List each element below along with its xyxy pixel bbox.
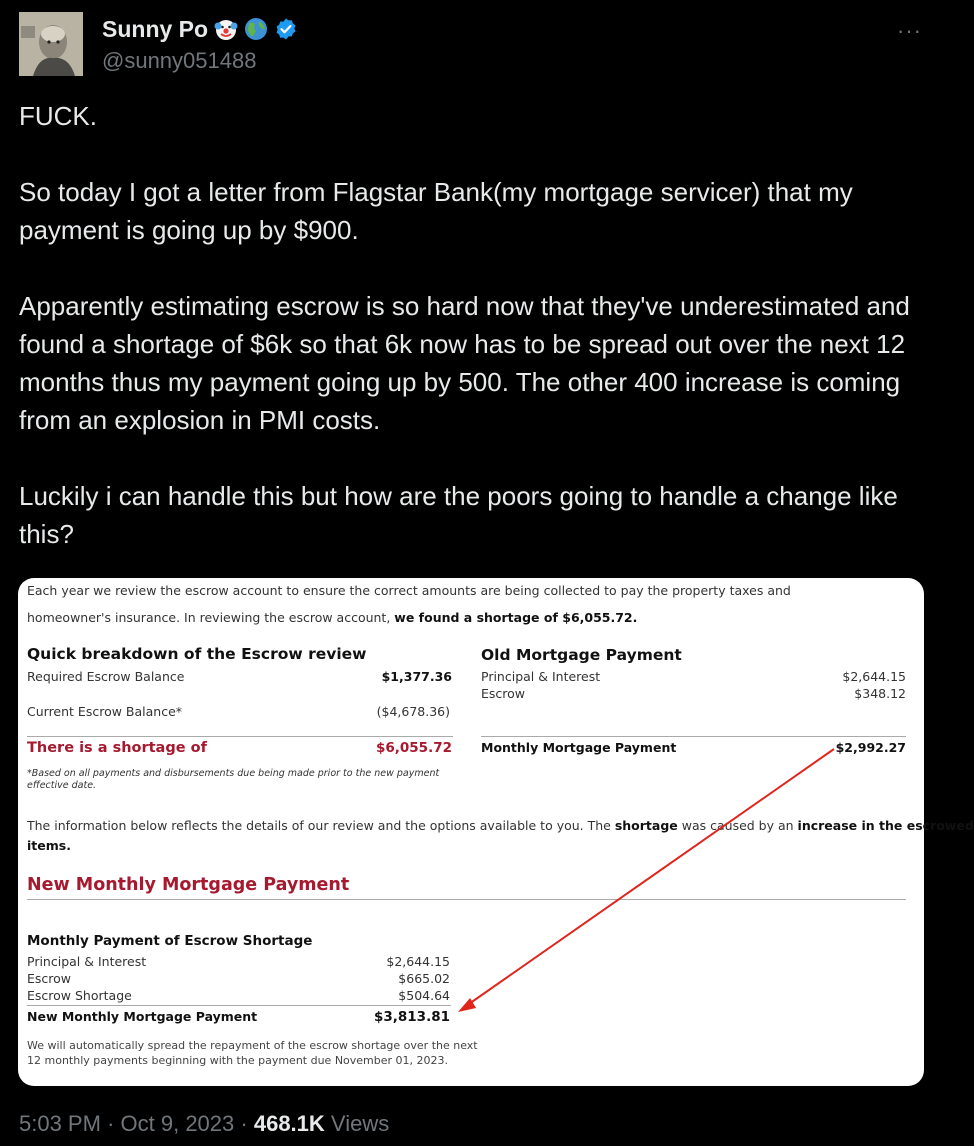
current-balance-label: Current Escrow Balance* [27, 704, 183, 719]
new-pi-value: $2,644.15 [386, 954, 450, 969]
separator-dot: · [240, 1111, 248, 1136]
quick-breakdown-title: Quick breakdown of the Escrow review [27, 645, 367, 663]
red-arrow-annotation [18, 578, 924, 1086]
new-shortage-label: Escrow Shortage [27, 988, 132, 1003]
required-balance-label: Required Escrow Balance [27, 669, 185, 684]
views-label: Views [330, 1111, 390, 1136]
new-breakdown-title: Monthly Payment of Escrow Shortage [27, 933, 313, 949]
old-pi-label: Principal & Interest [481, 669, 601, 684]
new-escrow-value: $665.02 [398, 971, 450, 986]
old-escrow-value: $348.12 [854, 686, 906, 701]
new-shortage-value: $504.64 [398, 988, 450, 1003]
tweet-time[interactable]: 5:03 PM [19, 1111, 101, 1136]
author-name[interactable]: Sunny Po [102, 15, 209, 42]
old-payment-title: Old Mortgage Payment [481, 646, 682, 664]
info-text-2: was caused by an [677, 818, 798, 833]
author-name-row [102, 14, 298, 44]
repayment-note-line-1: We will automatically spread the repayment of the escrow shortage over the next [27, 1039, 478, 1052]
info-increase-phrase: increase in the escrowed [797, 818, 974, 833]
footnote: *Based on all payments and disbursements due being made prior to the new payment effective date. [27, 768, 440, 791]
shortage-label: There is a shortage of [27, 740, 207, 756]
letter-intro-line-1: Each year we review the escrow account to ensure the correct amounts are being collected to pay the property taxes and [27, 583, 791, 598]
attached-image[interactable] [18, 578, 974, 1086]
tweet-meta [19, 1111, 389, 1137]
tweet-paragraph: Luckily i can handle this but how are the poors going to handle a change like this? [19, 481, 898, 549]
tweet-text [19, 97, 924, 553]
info-text: The information below reflects the details of our review and the options available to you. The [27, 818, 615, 833]
current-balance-value: ($4,678.36) [376, 704, 450, 719]
tweet-date[interactable]: Oct 9, 2023 [120, 1111, 235, 1136]
avatar[interactable] [19, 12, 83, 76]
repayment-note-line-2: 12 monthly payments beginning with the payment due November 01, 2023. [27, 1054, 449, 1067]
new-total-value: $3,813.81 [373, 1009, 450, 1025]
required-balance-value: $1,377.36 [381, 669, 452, 684]
new-pi-label: Principal & Interest [27, 954, 147, 969]
tweet-paragraph: FUCK. [19, 101, 97, 131]
old-total-value: $2,992.27 [835, 740, 906, 755]
separator-dot: · [107, 1111, 115, 1136]
new-total-label: New Monthly Mortgage Payment [27, 1009, 258, 1024]
tweet-paragraph: Apparently estimating escrow is so hard now that they've underestimated and found a shortage of $6k so that 6k now has to be spread out over the next 12 months thus my payment going up by 500. The other 400 increase is coming from an explosion in PMI costs. [19, 291, 910, 435]
letter-shortage-found: we found a shortage of $6,055.72. [394, 610, 638, 625]
new-payment-section-title: New Monthly Mortgage Payment [27, 875, 350, 895]
new-escrow-label: Escrow [27, 971, 72, 986]
avatar-portrait-icon [19, 12, 83, 76]
old-total-label: Monthly Mortgage Payment [481, 740, 677, 755]
letter-intro-text: homeowner's insurance. In reviewing the escrow account, [27, 610, 395, 625]
verified-badge-icon [274, 17, 298, 41]
info-line-2: items. [27, 838, 71, 853]
clown-face-icon [214, 17, 238, 41]
globe-icon [244, 17, 268, 41]
author-handle[interactable]: @sunny051488 [102, 48, 257, 73]
old-escrow-label: Escrow [481, 686, 526, 701]
old-pi-value: $2,644.15 [842, 669, 906, 684]
shortage-value: $6,055.72 [375, 740, 452, 756]
more-options-icon[interactable]: ··· [897, 18, 922, 43]
tweet-paragraph: So today I got a letter from Flagstar Bank(my mortgage servicer) that my payment is going up by $900. [19, 177, 853, 245]
views-count[interactable]: 468.1K [253, 1111, 325, 1136]
info-shortage-word: shortage [614, 818, 678, 833]
